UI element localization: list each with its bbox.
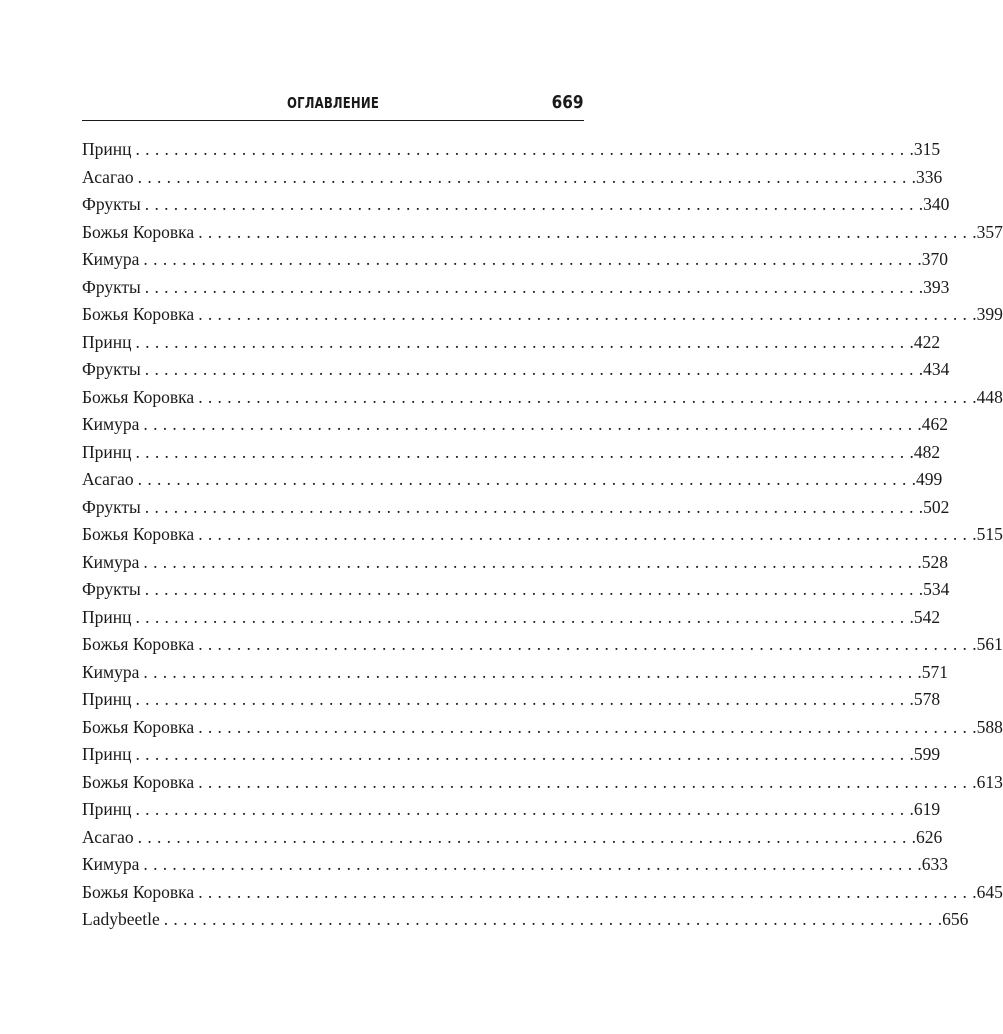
- toc-dot-leader: ................................................................................: [137, 166, 912, 187]
- toc-entry-title: Фрукты: [82, 579, 141, 599]
- toc-entry-title: Фрукты: [82, 496, 141, 517]
- toc-entry[interactable]: [82, 824, 943, 852]
- toc-entry-page: .462: [917, 414, 949, 434]
- toc-entry-title: Кимура: [82, 661, 140, 682]
- toc-dot-leader: ................................................................................: [144, 359, 919, 379]
- toc-dot-leader: ................................................................................: [163, 909, 938, 929]
- toc-entry[interactable]: [82, 741, 941, 769]
- toc-entry[interactable]: [82, 191, 950, 219]
- toc-entry-page: .571: [917, 661, 949, 682]
- toc-entry-title: Фрукты: [82, 194, 141, 214]
- toc-entry-page: .542: [909, 606, 941, 627]
- toc-dot-leader: ................................................................................: [137, 469, 912, 489]
- toc-entry-page: .656: [937, 909, 969, 929]
- toc-entry-page: .645: [972, 881, 1003, 902]
- toc-entry[interactable]: [82, 659, 949, 687]
- toc-entry-page: .370: [917, 249, 949, 269]
- toc-dot-leader: ................................................................................: [135, 799, 910, 819]
- toc-entry[interactable]: [82, 851, 949, 879]
- toc-entry-title: Принц: [82, 799, 132, 819]
- toc-entry-page: .499: [911, 469, 943, 489]
- toc-entry-page: .315: [909, 139, 941, 159]
- toc-dot-leader: ................................................................................: [144, 194, 919, 214]
- toc-entry-title: Фрукты: [82, 276, 141, 297]
- toc-entry[interactable]: [82, 576, 950, 604]
- toc-entry-page: .561: [972, 634, 1003, 654]
- toc-entry-title: Божья Коровка: [82, 881, 195, 902]
- toc-entry[interactable]: [82, 329, 941, 357]
- running-title: ОГЛАВЛЕНИЕ: [287, 94, 379, 112]
- toc-entry[interactable]: [82, 136, 941, 164]
- toc-entry[interactable]: [82, 164, 943, 192]
- toc-entry[interactable]: [82, 714, 1003, 742]
- toc-entry-title: Божья Коровка: [82, 716, 195, 737]
- toc-entry-title: Асагао: [82, 469, 134, 489]
- toc-entry-title: Божья Коровка: [82, 386, 195, 407]
- toc-entry-page: .633: [917, 854, 949, 874]
- toc-entry-title: Божья Коровка: [82, 304, 195, 324]
- toc-dot-leader: ................................................................................: [198, 524, 973, 544]
- toc-entry[interactable]: [82, 879, 1003, 907]
- toc-dot-leader: ................................................................................: [135, 441, 910, 462]
- toc-dot-leader: ................................................................................: [135, 744, 910, 764]
- toc-dot-leader: ................................................................................: [143, 661, 918, 682]
- toc-entry-title: Ladybeetle: [82, 909, 160, 929]
- toc-entry-page: .340: [918, 194, 950, 214]
- toc-dot-leader: ................................................................................: [143, 249, 918, 269]
- toc-entry[interactable]: [82, 631, 1003, 659]
- toc-entry-title: Божья Коровка: [82, 634, 195, 654]
- toc-entry-page: .528: [917, 551, 949, 572]
- toc-dot-leader: ................................................................................: [143, 551, 918, 572]
- toc-entry-title: Кимура: [82, 249, 140, 269]
- toc-entry-page: .434: [918, 359, 950, 379]
- toc-dot-leader: ................................................................................: [135, 606, 910, 627]
- toc-entry-page: .336: [911, 166, 943, 187]
- toc-entry-title: Божья Коровка: [82, 771, 195, 792]
- toc-entry[interactable]: [82, 356, 950, 384]
- toc-entry-page: .482: [909, 441, 941, 462]
- toc-entry-title: Принц: [82, 331, 132, 352]
- toc-dot-leader: ................................................................................: [198, 881, 973, 902]
- toc-dot-leader: ................................................................................: [198, 771, 973, 792]
- page-number: 669: [552, 92, 584, 113]
- toc-dot-leader: ................................................................................: [143, 414, 918, 434]
- toc-entry-page: .448: [972, 386, 1003, 407]
- toc-entry-title: Принц: [82, 441, 132, 462]
- toc-entry-page: .619: [909, 799, 941, 819]
- toc-entry-title: Принц: [82, 606, 132, 627]
- toc-entry-title: Принц: [82, 744, 132, 764]
- toc-dot-leader: ................................................................................: [198, 386, 973, 407]
- toc-entry-page: .393: [918, 276, 950, 297]
- toc-entry-page: .578: [909, 689, 941, 709]
- toc-entry[interactable]: [82, 549, 949, 577]
- toc-dot-leader: ................................................................................: [135, 689, 910, 709]
- toc-entry-page: .534: [918, 579, 950, 599]
- toc-entry[interactable]: [82, 274, 950, 302]
- toc-entry[interactable]: [82, 411, 949, 439]
- toc-entry[interactable]: [82, 796, 941, 824]
- toc-dot-leader: ................................................................................: [198, 634, 973, 654]
- toc-dot-leader: ................................................................................: [198, 304, 973, 324]
- toc-entry[interactable]: [82, 604, 941, 632]
- toc-dot-leader: ................................................................................: [144, 579, 919, 599]
- toc-entry-title: Божья Коровка: [82, 524, 195, 544]
- toc-entry-title: Божья Коровка: [82, 221, 195, 242]
- toc-entry[interactable]: [82, 521, 1003, 549]
- toc-entry[interactable]: [82, 246, 949, 274]
- toc-entry-page: .626: [911, 826, 943, 847]
- table-of-contents: [82, 136, 1003, 934]
- page-header: [82, 92, 584, 121]
- toc-dot-leader: ................................................................................: [198, 716, 973, 737]
- toc-entry[interactable]: [82, 769, 1003, 797]
- toc-entry[interactable]: [82, 466, 943, 494]
- toc-entry-title: Фрукты: [82, 359, 141, 379]
- toc-entry-title: Кимура: [82, 854, 140, 874]
- toc-entry-title: Кимура: [82, 551, 140, 572]
- toc-entry[interactable]: [82, 384, 1003, 412]
- toc-dot-leader: ................................................................................: [135, 139, 910, 159]
- toc-entry-page: .613: [972, 771, 1003, 792]
- toc-entry-page: .515: [972, 524, 1003, 544]
- toc-entry[interactable]: [82, 906, 969, 934]
- toc-entry[interactable]: [82, 301, 1003, 329]
- toc-entry-page: .357: [972, 221, 1003, 242]
- toc-entry-title: Асагао: [82, 166, 134, 187]
- toc-entry-page: .422: [909, 331, 941, 352]
- toc-entry-title: Принц: [82, 139, 132, 159]
- toc-entry[interactable]: [82, 494, 950, 522]
- toc-dot-leader: ................................................................................: [144, 496, 919, 517]
- toc-dot-leader: ................................................................................: [198, 221, 973, 242]
- toc-entry[interactable]: [82, 686, 941, 714]
- toc-entry-title: Кимура: [82, 414, 140, 434]
- toc-entry[interactable]: [82, 219, 1003, 247]
- toc-dot-leader: ................................................................................: [135, 331, 910, 352]
- toc-dot-leader: ................................................................................: [137, 826, 912, 847]
- toc-entry-title: Асагао: [82, 826, 134, 847]
- toc-entry[interactable]: [82, 439, 941, 467]
- toc-entry-page: .502: [918, 496, 950, 517]
- toc-entry-page: .588: [972, 716, 1003, 737]
- toc-entry-page: .399: [972, 304, 1003, 324]
- toc-dot-leader: ................................................................................: [143, 854, 918, 874]
- toc-dot-leader: ................................................................................: [144, 276, 919, 297]
- toc-entry-title: Принц: [82, 689, 132, 709]
- toc-entry-page: .599: [909, 744, 941, 764]
